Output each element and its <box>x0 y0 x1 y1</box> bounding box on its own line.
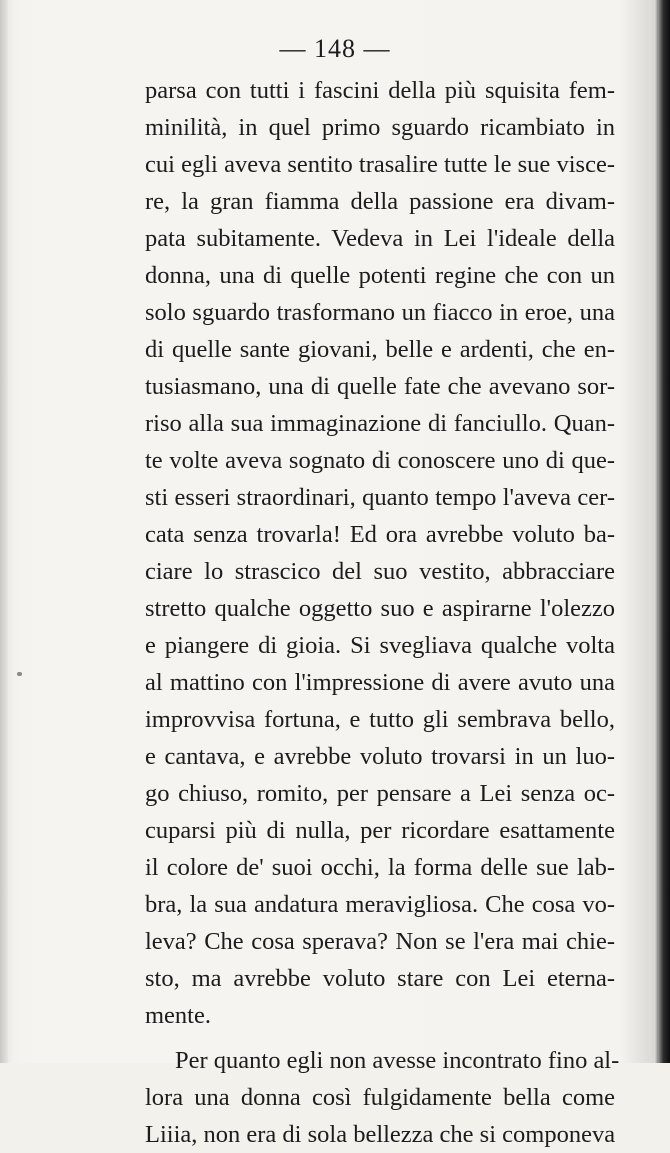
text-line: stretto qualche oggetto suo e aspirarne l'olezzo <box>145 595 615 622</box>
paragraph-2 <box>145 1042 620 1153</box>
text-line: minilità, in quel primo sguardo ricambiato in <box>145 114 615 141</box>
text-line: cui egli aveva sentito trasalire tutte le sue visce- <box>145 151 615 178</box>
body-text <box>145 72 620 1153</box>
text-line: improvvisa fortuna, e tutto gli sembrava bello, <box>145 706 615 733</box>
text-line: Per quanto egli non avesse incontrato fino al- <box>175 1047 620 1074</box>
text-line: bra, la sua andatura meravigliosa. Che cosa vo- <box>145 891 615 918</box>
text-line: donna, una di quelle potenti regine che con un <box>145 262 615 289</box>
text-line: cata senza trovarla! Ed ora avrebbe voluto ba- <box>145 521 615 548</box>
text-line: e piangere di gioia. Si svegliava qualche volta <box>145 632 615 659</box>
text-line: mente. <box>145 1002 211 1029</box>
text-line: go chiuso, romito, per pensare a Lei senza oc- <box>145 780 615 807</box>
text-line: te volte aveva sognato di conoscere uno di que- <box>145 447 615 474</box>
text-line: tusiasmano, una di quelle fate che avevano sor- <box>145 373 615 400</box>
text-line: e cantava, e avrebbe voluto trovarsi in un luo- <box>145 743 615 770</box>
text-line: sto, ma avrebbe voluto stare con Lei eterna- <box>145 965 615 992</box>
text-line: il colore de' suoi occhi, la forma delle sue lab- <box>145 854 615 881</box>
text-line: lora una donna così fulgidamente bella come <box>145 1084 615 1111</box>
text-line: parsa con tutti i fascini della più squisita fem- <box>145 77 615 104</box>
text-line: al mattino con l'impressione di avere avuto una <box>145 669 615 696</box>
text-line: solo sguardo trasformano un fiacco in eroe, una <box>145 299 615 326</box>
paragraph-1 <box>145 72 615 1034</box>
text-line: leva? Che cosa sperava? Non se l'era mai chie- <box>145 928 615 955</box>
text-line: pata subitamente. Vedeva in Lei l'ideale della <box>145 225 615 252</box>
text-line: Liiia, non era di sola bellezza che si componeva <box>145 1121 616 1148</box>
text-line: sti esseri straordinari, quanto tempo l'aveva cer- <box>145 484 615 511</box>
text-line: di quelle sante giovani, belle e ardenti, che en- <box>145 336 615 363</box>
text-line: riso alla sua immaginazione di fanciullo. Quan- <box>145 410 615 437</box>
text-line: re, la gran fiamma della passione era divam- <box>145 188 615 215</box>
text-line: ciare lo strascico del suo vestito, abbracciare <box>145 558 615 585</box>
ink-speck <box>17 672 22 676</box>
page-number: — 148 — <box>279 34 391 63</box>
text-line: cuparsi più di nulla, per ricordare esattamente <box>145 817 615 844</box>
page-binding-shadow <box>658 0 670 1063</box>
page-left-edge <box>0 0 8 1063</box>
